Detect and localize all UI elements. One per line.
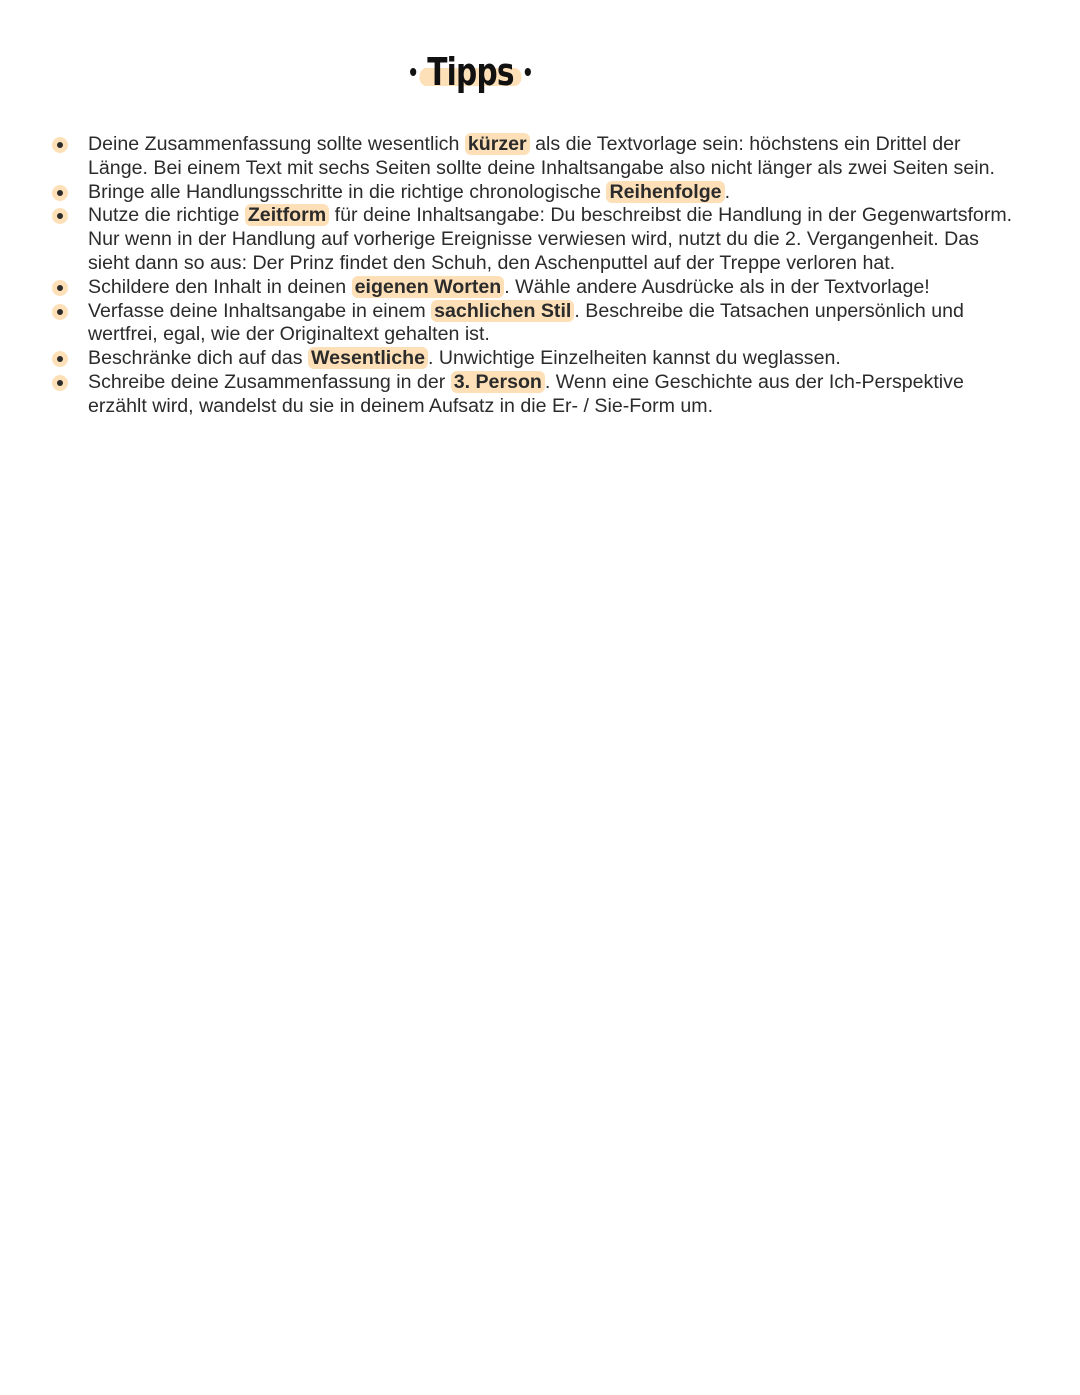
tip-text: . Wenn eine Geschichte aus der Ich-Perspektive erzählt wird, wandelst du sie in deinem Aufsatz in die Er- / Sie-Form um.: [88, 370, 964, 417]
page-title: [410, 50, 531, 94]
tip-item: [88, 276, 1018, 300]
bullet-dot-icon: [52, 304, 68, 320]
tip-text: Schreibe deine Zusammenfassung in der: [88, 370, 451, 393]
bullet-dot-icon: [52, 351, 68, 367]
bullet-dot-icon: [52, 137, 68, 153]
tip-text: Beschränke dich auf das: [88, 347, 309, 370]
tip-keyword: Wesentliche: [308, 347, 428, 369]
tip-text: .: [724, 180, 731, 203]
tip-text: Nutze die richtige: [88, 204, 245, 227]
tip-item: [88, 300, 1018, 348]
bullet-dot-icon: [52, 208, 68, 224]
tip-keyword: 3. Person: [451, 371, 545, 393]
tip-text: für deine Inhaltsangabe: Du beschreibst die Handlung in der Gegenwartsform. Nur wenn in der Handlung auf vorherige Ereignisse verwiesen wird, nutzt du die 2. Vergangenheit. Das sieht dann so aus: Der Prinz findet den Schuh, den Aschenputtel auf der Treppe verloren hat.: [88, 204, 1013, 274]
tip-text: Schildere den Inhalt in deinen: [88, 275, 352, 298]
title-area: [0, 50, 940, 94]
tips-list: [88, 133, 1018, 419]
tip-item: [88, 204, 1018, 275]
tip-text: Bringe alle Handlungsschritte in die richtige chronologische: [88, 180, 607, 203]
tip-keyword: Zeitform: [245, 204, 329, 226]
tip-item: [88, 181, 1018, 205]
tip-item: [88, 133, 1018, 181]
tip-keyword: eigenen Worten: [352, 276, 505, 298]
tip-text: . Wähle andere Ausdrücke als in der Textvorlage!: [504, 275, 930, 298]
tip-item: [88, 347, 1018, 371]
bullet-dot-icon: [52, 375, 68, 391]
title-text: Tipps: [424, 50, 517, 94]
title-left-dot: [410, 68, 416, 76]
tip-keyword: Reihenfolge: [606, 181, 724, 203]
tip-keyword: kürzer: [465, 133, 530, 155]
bullet-dot-icon: [52, 185, 68, 201]
bullet-dot-icon: [52, 280, 68, 296]
tip-text: Verfasse deine Inhaltsangabe in einem: [88, 299, 432, 322]
title-right-dot: [524, 68, 530, 76]
tip-text: als die Textvorlage sein: höchstens ein Drittel der Länge. Bei einem Text mit sechs Seiten sollte deine Inhaltsangabe also nicht länger als zwei Seiten sein.: [88, 133, 995, 179]
tip-text: Deine Zusammenfassung sollte wesentlich: [88, 133, 465, 155]
tip-text: . Unwichtige Einzelheiten kannst du weglassen.: [428, 347, 841, 370]
tip-item: [88, 371, 1018, 419]
tip-text: . Beschreibe die Tatsachen unpersönlich und wertfrei, egal, wie der Originaltext gehalten ist.: [88, 299, 964, 346]
tip-keyword: sachlichen Stil: [431, 300, 574, 322]
